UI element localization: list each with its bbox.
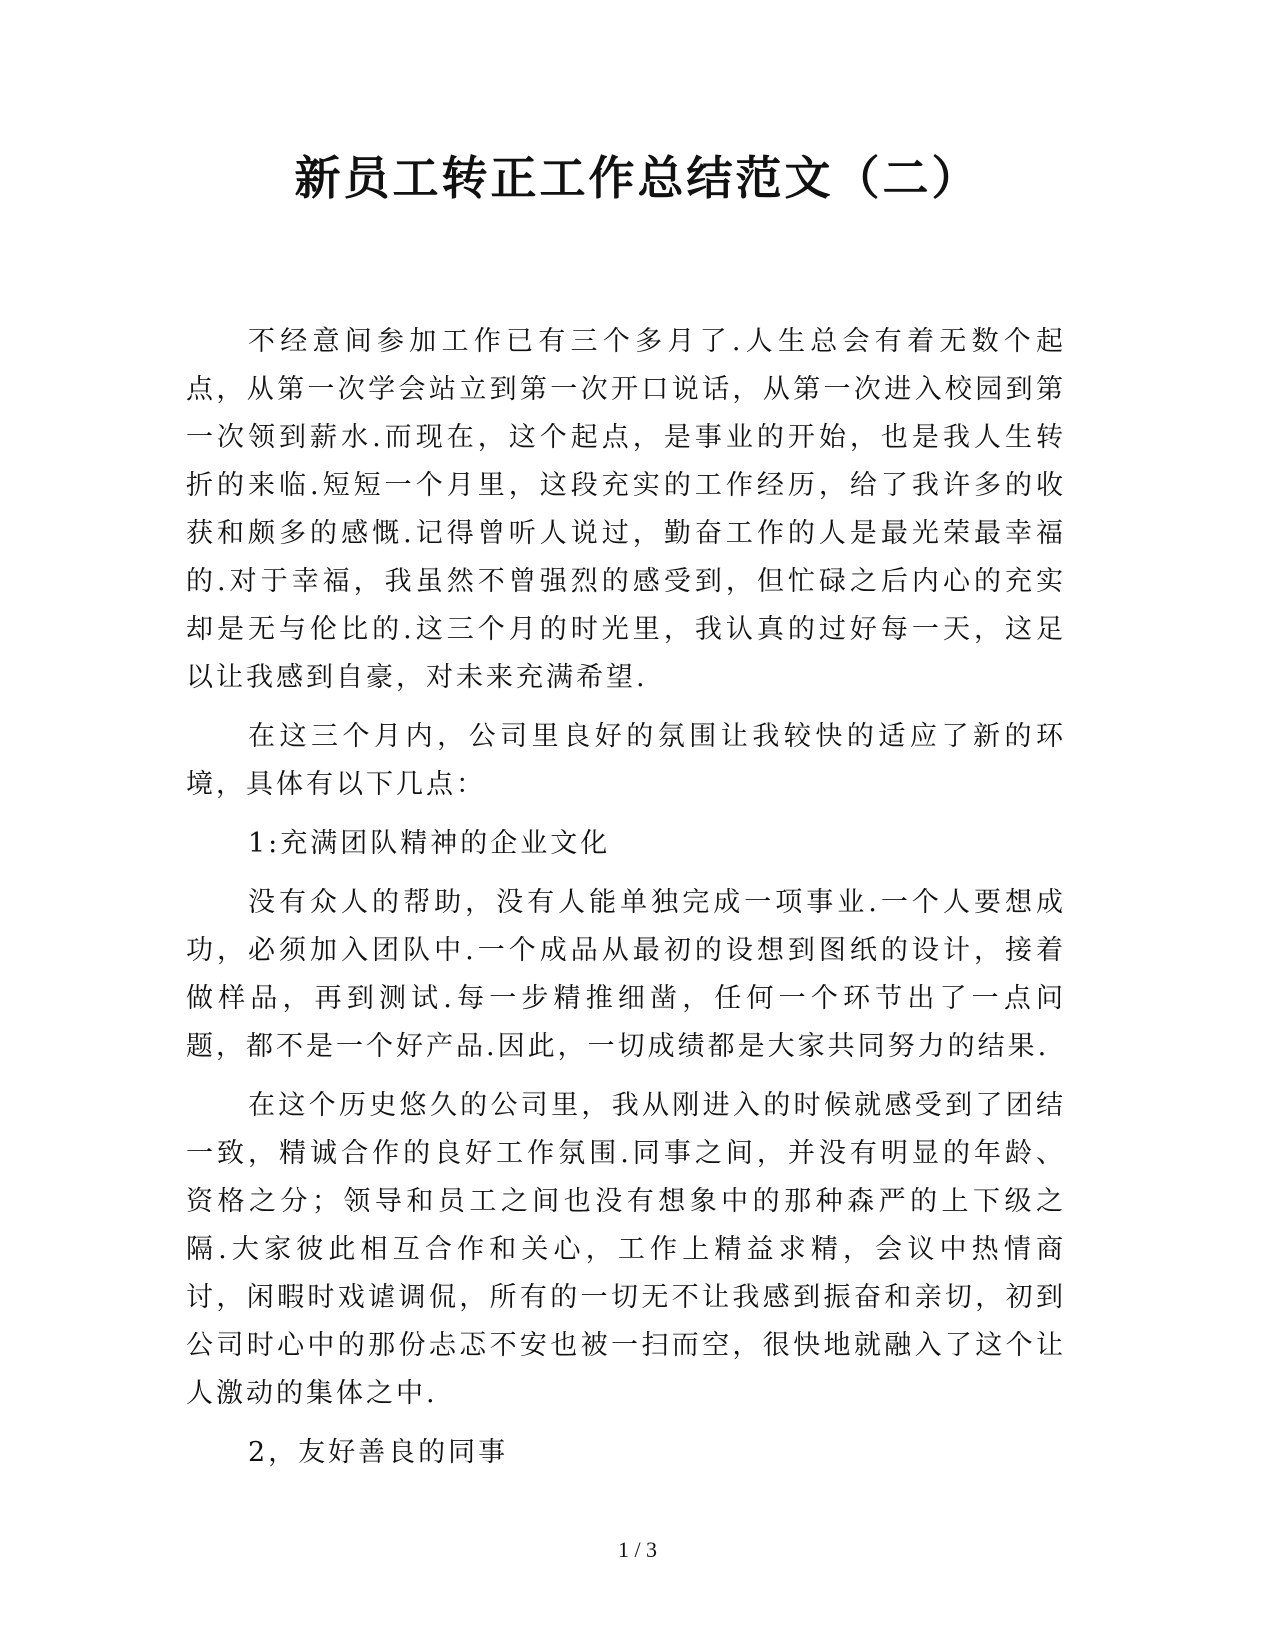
heading-colleagues: 2，友好善良的同事 bbox=[248, 1437, 509, 1468]
document-body bbox=[186, 318, 1066, 1488]
heading-team-spirit: 1:充满团队精神的企业文化 bbox=[248, 828, 611, 859]
paragraph-intro: 不经意间参加工作已有三个多月了.人生总会有着无数个起点，从第一次学会站立到第一次开口说话，从第一次进入校园到第一次领到薪水.而现在，这个起点，是事业的开始，也是我人生转折的来临.短短一个月里，这段充实的工作经历，给了我许多的收获和颇多的感慨.记得曾听人说过，勤奋工作的人是最光荣最幸福的.对于幸福，我虽然不曾强烈的感受到，但忙碌之后内心的充实却是无与伦比的.这三个月的时光里，我认真的过好每一天，这足以让我感到自豪，对未来充满希望. bbox=[186, 326, 1066, 693]
paragraph-adaptation: 在这三个月内，公司里良好的氛围让我较快的适应了新的环境，具体有以下几点： bbox=[186, 721, 1066, 800]
document-title: 新员工转正工作总结范文（二） bbox=[294, 151, 981, 205]
paragraph-teamwork: 没有众人的帮助，没有人能单独完成一项事业.一个人要想成功，必须加入团队中.一个成品从最初的设想到图纸的设计，接着做样品，再到测试.每一步精推细凿，任何一个环节出了一点问题，都不是一个好产品.因此，一切成绩都是大家共同努力的结果. bbox=[186, 887, 1066, 1062]
paragraph-company-atmosphere: 在这个历史悠久的公司里，我从刚进入的时候就感受到了团结一致，精诚合作的良好工作氛围.同事之间，并没有明显的年龄、资格之分；领导和员工之间也没有想象中的那种森严的上下级之隔.大家彼此相互合作和关心，工作上精益求精，会议中热情商讨，闲暇时戏谑调侃，所有的一切无不让我感到振奋和亲切，初到公司时心中的那份忐忑不安也被一扫而空，很快地就融入了这个让人激动的集体之中. bbox=[186, 1090, 1066, 1409]
page-number: 1 / 3 bbox=[617, 1537, 658, 1562]
